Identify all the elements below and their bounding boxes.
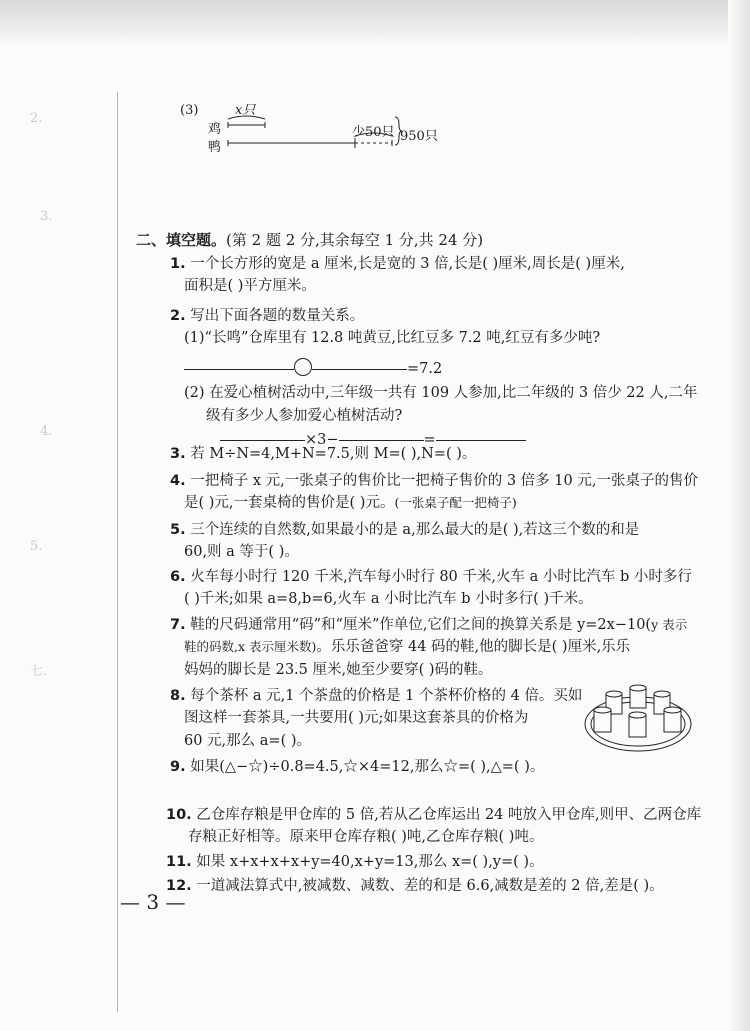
- question-number: 6.: [170, 569, 186, 585]
- bleed-through-text: 2.: [30, 111, 43, 126]
- question-number: 3.: [170, 446, 186, 462]
- question-text: 是( )元,一套桌椅的售价是( )元。: [184, 495, 395, 512]
- diagram-label: (3): [180, 103, 199, 118]
- answer-blank[interactable]: [220, 439, 305, 441]
- question-text: 面积是( )平方厘米。: [184, 278, 316, 295]
- question-text: 如果(△−☆)÷0.8=4.5,☆×4=12,那么☆=( ),△=( )。: [190, 759, 545, 775]
- question-text: ( )千米;如果 a=8,b=6,火车 a 小时比汽车 b 小时多行( )千米。: [184, 591, 593, 608]
- scan-right-edge: [728, 0, 750, 1031]
- question-number: 2.: [170, 308, 186, 324]
- operator-circle[interactable]: [294, 358, 312, 376]
- tea-set-illustration: [582, 682, 694, 754]
- question-5: [170, 519, 639, 564]
- chicken-quantity-label: x只: [235, 103, 256, 118]
- question-number: 11.: [166, 854, 192, 870]
- question-text: 60,则 a 等于( )。: [184, 544, 299, 561]
- question-text: 存粮正好相等。原来甲仓库存粮( )吨,乙仓库存粮( )吨。: [188, 829, 544, 846]
- subquestion-text: (2) 在爱心植树活动中,三年级一共有 109 人参加,比二年级的 3 倍少 22 人,二年: [184, 385, 698, 402]
- section-note: (第 2 题 2 分,其余每空 1 分,共 24 分): [226, 231, 484, 249]
- question-text: 若 M÷N=4,M+N=7.5,则 M=( ),N=( )。: [190, 446, 477, 462]
- answer-blank[interactable]: [436, 439, 526, 441]
- question-number: 1.: [170, 256, 186, 272]
- question-4: [170, 470, 698, 515]
- question-8: [170, 685, 582, 752]
- question-number: 12.: [166, 878, 192, 894]
- chicken-label: 鸡: [208, 122, 222, 137]
- question-text: 图这样一套茶具,一共要用( )元;如果这套茶具的价格为: [184, 710, 529, 727]
- question-number: 7.: [170, 617, 186, 633]
- equation-result: =7.2: [407, 360, 443, 377]
- equation-operator: ×3−: [305, 432, 339, 449]
- question-text: 每个茶杯 a 元,1 个茶盘的价格是 1 个茶杯价格的 4 倍。买如: [190, 688, 583, 704]
- question-9: [170, 756, 544, 778]
- equation-blank-row: [170, 358, 697, 380]
- question-text: 写出下面各题的数量关系。: [190, 308, 365, 324]
- answer-blank[interactable]: [312, 368, 407, 370]
- question-note: y 表示: [651, 617, 688, 632]
- question-text: 如果 x+x+x+x+y=40,x+y=13,那么 x=( ),y=( )。: [196, 854, 544, 870]
- bleed-through-text: 3.: [40, 209, 53, 224]
- question-2: [170, 305, 697, 452]
- difference-label: 少50只: [352, 125, 395, 140]
- page-margin-line: [117, 92, 118, 1012]
- segment-bars: [180, 103, 410, 153]
- bleed-through-text: 4.: [40, 424, 53, 439]
- section-title: 二、填空题。: [136, 231, 227, 249]
- question-3: [170, 443, 476, 465]
- question-text: 火车每小时行 120 千米,汽车每小时行 80 千米,火车 a 小时比汽车 b 小时多行: [190, 569, 692, 585]
- question-note: (一张桌子配一把椅子): [394, 495, 517, 511]
- answer-blank[interactable]: [339, 439, 424, 441]
- question-text: 60 元,那么 a=( )。: [184, 732, 311, 749]
- subquestion-text: 级有多少人参加爱心植树活动?: [206, 407, 403, 424]
- bleed-through-text: 5.: [30, 539, 43, 554]
- scan-top-edge: [0, 0, 750, 46]
- duck-label: 鸭: [208, 140, 222, 155]
- question-note: 鞋的码数,x 表示厘米数): [184, 639, 317, 655]
- answer-blank[interactable]: [184, 368, 294, 370]
- question-text: 一道减法算式中,被减数、减数、差的和是 6.6,减数是差的 2 倍,差是( )。: [196, 878, 664, 894]
- question-text: 一个长方形的宽是 a 厘米,长是宽的 3 倍,长是( )厘米,周长是( )厘米,: [190, 256, 625, 272]
- page-number-value: 3: [146, 890, 160, 914]
- total-label: 950只: [400, 129, 438, 144]
- question-number: 8.: [170, 688, 186, 704]
- question-text: 乙仓库存粮是甲仓库的 5 倍,若从乙仓库运出 24 吨放入甲仓库,则甲、乙两仓库: [196, 807, 702, 823]
- question-text: 三个连续的自然数,如果最小的是 a,那么最大的是( ),若这三个数的和是: [190, 522, 640, 538]
- bleed-through-text: 七.: [30, 664, 48, 679]
- page-number: — 3 —: [120, 890, 186, 914]
- question-11: [166, 851, 544, 873]
- question-number: 9.: [170, 759, 186, 775]
- question-6: [170, 566, 692, 611]
- equation-operator: =: [423, 432, 436, 449]
- question-10: [166, 804, 701, 849]
- question-number: 10.: [166, 807, 192, 823]
- subquestion-text: (1)“长鸣”仓库里有 12.8 吨黄豆,比红豆多 7.2 吨,红豆有多少吨?: [184, 330, 601, 347]
- question-number: 5.: [170, 522, 186, 538]
- question-12: [166, 875, 664, 897]
- question-7: [170, 614, 687, 681]
- question-number: 4.: [170, 473, 186, 489]
- question-text: 一把椅子 x 元,一张桌子的售价比一把椅子售价的 3 倍多 10 元,一张桌子的售价: [190, 473, 698, 489]
- question-text: 。乐乐爸爸穿 44 码的鞋,他的脚长是( )厘米,乐乐: [316, 639, 631, 656]
- section-heading: [136, 229, 483, 250]
- question-text: 鞋的尺码通常用“码”和“厘米”作单位,它们之间的换算关系是 y=2x−10(: [190, 617, 652, 633]
- question-1: [170, 253, 625, 298]
- question-text: 妈妈的脚长是 23.5 厘米,她至少要穿( )码的鞋。: [184, 661, 493, 678]
